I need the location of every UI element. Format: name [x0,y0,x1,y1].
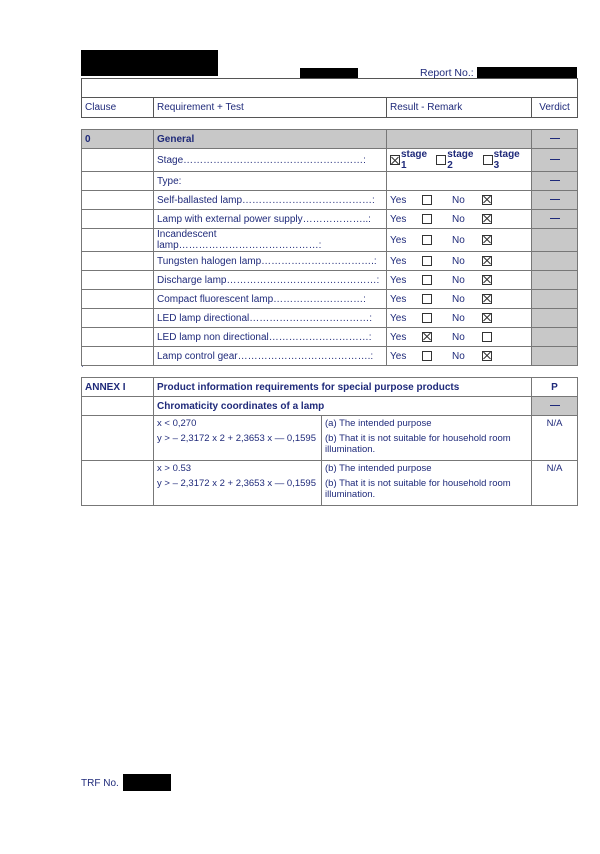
yes-checkbox[interactable] [422,195,432,205]
no-label: No [452,350,465,362]
yes-label: Yes [390,234,407,246]
lamp-label: LED lamp non directional…………………………: [154,328,387,347]
stage2-label: stage 2 [447,149,474,171]
dash [550,138,560,139]
yes-checkbox[interactable] [422,351,432,361]
yes-label: Yes [390,293,407,305]
col-requirement: Requirement + Test [154,98,387,117]
stage3-label: stage 3 [493,149,520,171]
lamp-row [82,328,578,347]
yes-checkbox[interactable] [422,256,432,266]
no-label: No [452,213,465,225]
lamp-label: Incandescent lamp……………………………………: [154,229,387,252]
condition-1b: y > – 2,3172 x 2 + 2,3653 x — 0,1595 [157,432,316,444]
yes-checkbox[interactable] [422,275,432,285]
yes-checkbox[interactable] [422,294,432,304]
stage3-checkbox[interactable] [483,155,493,165]
no-checkbox[interactable] [482,214,492,224]
stage2-checkbox[interactable] [436,155,446,165]
type-label: Type: [154,172,387,191]
yes-label: Yes [390,312,407,324]
annex-title: Product information requirements for special purpose products [154,378,532,397]
condition-2a: x > 0.53 [157,463,192,474]
column-header [81,78,578,118]
lamp-row [82,347,578,366]
annex-table [81,377,578,506]
yes-label: Yes [390,274,407,286]
no-label: No [452,312,465,324]
yes-label: Yes [390,350,407,362]
no-checkbox[interactable] [482,256,492,266]
condition-2b: y > – 2,3172 x 2 + 2,3653 x — 0,1595 [157,477,316,489]
lamp-label: Lamp with external power supply………………..: [154,210,387,229]
no-label: No [452,331,465,343]
no-checkbox[interactable] [482,195,492,205]
chromaticity-title: Chromaticity coordinates of a lamp [154,397,532,416]
yes-checkbox[interactable] [422,214,432,224]
dash [550,405,560,406]
yes-label: Yes [390,331,407,343]
lamp-label: Compact fluorescent lamp………………………: [154,290,387,309]
clause-0: 0 [82,130,154,149]
blank-row [82,79,577,98]
no-checkbox[interactable] [482,294,492,304]
yes-checkbox[interactable] [422,332,432,342]
col-verdict: Verdict [539,102,570,113]
dash [550,180,560,181]
lamp-row [82,229,578,252]
no-label: No [452,255,465,267]
result-2b: (b) That it is not suitable for household room illumination. [325,477,511,500]
redacted-text [300,68,358,78]
lamp-label: Tungsten halogen lamp…………………………….: [154,252,387,271]
redacted-report-no [477,67,577,78]
no-label: No [452,194,465,206]
no-checkbox[interactable] [482,275,492,285]
report-no-label: Report No.: [420,67,474,79]
annex-clause: ANNEX I [82,378,154,397]
result-2a: (b) The intended purpose [325,463,432,474]
lamp-row [82,191,578,210]
verdict-1: N/A [532,416,578,461]
yes-label: Yes [390,255,407,267]
stage1-checkbox[interactable] [390,155,400,165]
col-clause: Clause [82,98,154,117]
col-result: Result - Remark [387,98,532,117]
redacted-logo [81,50,218,76]
yes-checkbox[interactable] [422,235,432,245]
no-checkbox[interactable] [482,332,492,342]
lamp-row [82,290,578,309]
dot-mark: · [81,362,84,371]
result-1a: (a) The intended purpose [325,418,432,429]
yes-checkbox[interactable] [422,313,432,323]
no-label: No [452,293,465,305]
dash [550,159,560,160]
no-checkbox[interactable] [482,351,492,361]
lamp-label: Discharge lamp………………………………………: [154,271,387,290]
no-checkbox[interactable] [482,235,492,245]
verdict-2: N/A [532,461,578,506]
yes-label: Yes [390,194,407,206]
general-table [81,129,578,366]
general-title: General [154,130,387,149]
lamp-row [82,271,578,290]
stage1-label: stage 1 [400,149,428,171]
lamp-row [82,210,578,229]
dash [550,218,560,219]
dash [550,199,560,200]
redacted-trf [123,774,171,791]
lamp-label: Self-ballasted lamp…………………………………: [154,191,387,210]
yes-label: Yes [390,213,407,225]
lamp-row [82,309,578,328]
no-label: No [452,234,465,246]
annex-verdict: P [532,378,578,397]
lamp-label: Lamp control gear………………………………….: [154,347,387,366]
lamp-row [82,252,578,271]
lamp-label: LED lamp directional………………………………: [154,309,387,328]
trf-label: TRF No. [81,778,119,789]
result-1b: (b) That it is not suitable for household room illumination. [325,432,511,455]
no-label: No [452,274,465,286]
stage-label: Stage………………………………………………: [154,149,387,172]
no-checkbox[interactable] [482,313,492,323]
condition-1a: x < 0,270 [157,418,197,429]
